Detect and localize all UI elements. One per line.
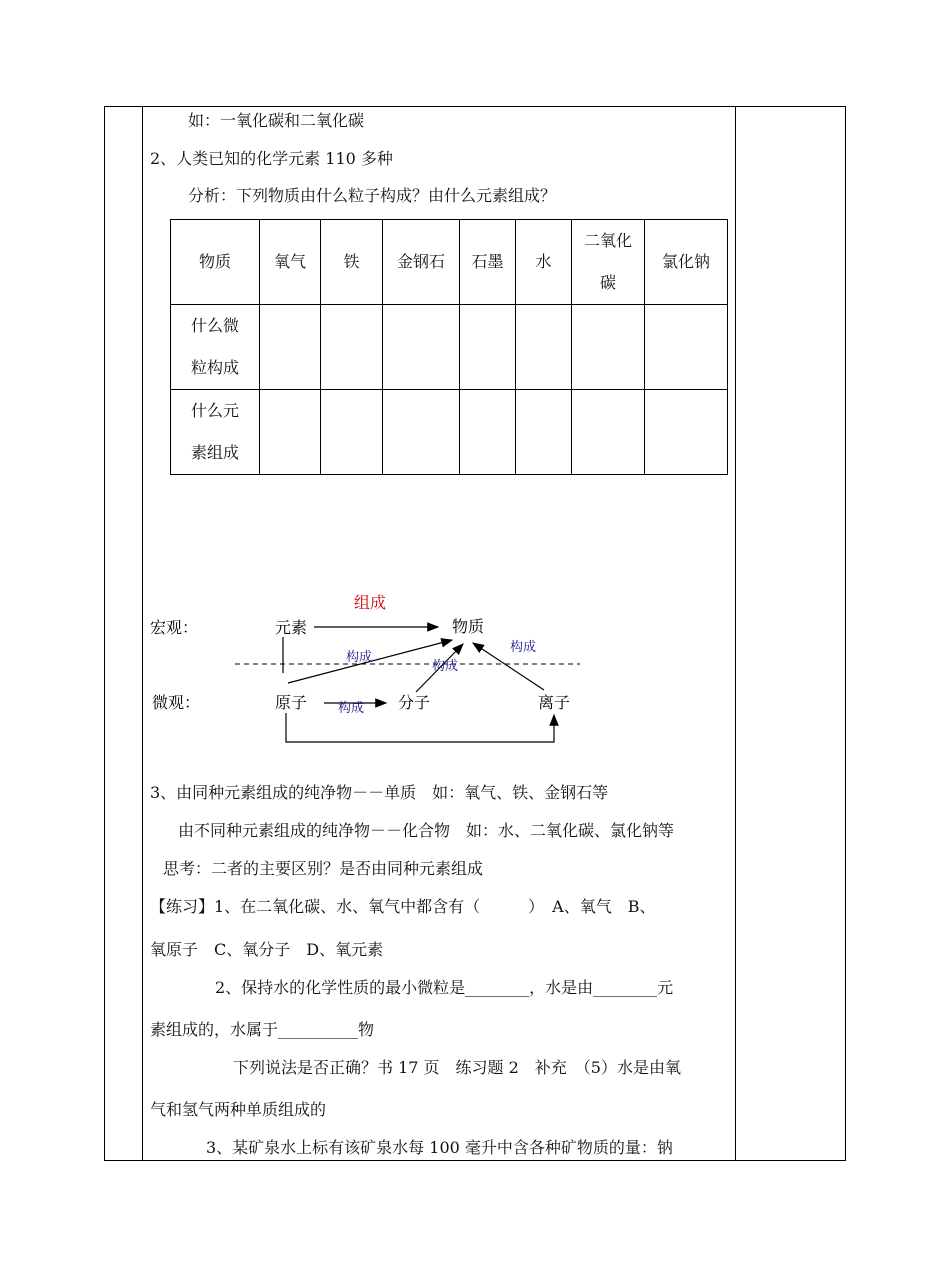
- table-header-cell: 水: [516, 220, 572, 305]
- table-header-row: [171, 220, 728, 305]
- table-row: [171, 305, 728, 390]
- empty-cell[interactable]: [516, 390, 572, 475]
- row-label-line1: 什么微: [190, 316, 239, 335]
- empty-cell[interactable]: [460, 305, 516, 390]
- table-header-cell: 氧气: [260, 220, 321, 305]
- empty-cell[interactable]: [460, 390, 516, 475]
- table-header-cell: 物质: [171, 220, 260, 305]
- exercise-2-line2: 素组成的，水属于__________物: [150, 1020, 375, 1039]
- empty-cell[interactable]: [572, 305, 645, 390]
- empty-cell[interactable]: [383, 305, 460, 390]
- empty-cell[interactable]: [321, 390, 383, 475]
- row-label-line1: 什么元: [190, 401, 239, 420]
- analysis-table: [170, 219, 728, 475]
- table-header-cell: 石墨: [460, 220, 516, 305]
- table-header-cell: [572, 220, 645, 305]
- node-element: 元素: [275, 618, 308, 637]
- label-compose-red: 组成: [354, 593, 387, 612]
- example-line: 如：一氧化碳和二氧化碳: [188, 111, 365, 130]
- table-row: [171, 390, 728, 475]
- row-label-cell: [171, 305, 260, 390]
- empty-cell[interactable]: [383, 390, 460, 475]
- header-co2-line2: 碳: [599, 273, 616, 292]
- point-2-elements-count: 2、人类已知的化学元素 110 多种: [150, 149, 393, 168]
- exercise-1-line1: 【练习】1、在二氧化碳、水、氧气中都含有（ ） A、氧气 B、: [150, 897, 656, 916]
- node-atom: 原子: [275, 693, 308, 712]
- empty-cell[interactable]: [321, 305, 383, 390]
- exercise-3-line1: 3、某矿泉水上标有该矿泉水每 100 毫升中含各种矿物质的量：钠: [206, 1138, 673, 1157]
- exercise-1-line2: 氧原子 C、氧分子 D、氧元素: [150, 940, 384, 959]
- label-macro: 宏观：: [150, 618, 199, 637]
- think-question: 思考：二者的主要区别？是否由同种元素组成: [163, 859, 484, 878]
- analysis-question: 分析：下列物质由什么粒子构成？由什么元素组成？: [188, 186, 557, 205]
- label-constitute: 构成: [432, 659, 459, 674]
- empty-cell[interactable]: [260, 390, 321, 475]
- table-header-cell: 铁: [321, 220, 383, 305]
- label-micro: 微观：: [152, 693, 201, 712]
- empty-cell[interactable]: [645, 390, 728, 475]
- header-co2-line1: 二氧化: [583, 231, 632, 250]
- macro-micro-diagram: [140, 580, 600, 750]
- judge-statement-line1: 下列说法是否正确？书 17 页 练习题 2 补充 （5）水是由氧: [233, 1058, 681, 1077]
- right-column-divider: [735, 107, 736, 1160]
- label-constitute: 构成: [510, 640, 537, 655]
- judge-statement-line2: 气和氢气两种单质组成的: [150, 1100, 327, 1119]
- exercise-2-line1: 2、保持水的化学性质的最小微粒是________，水是由________元: [215, 978, 674, 997]
- label-constitute: 构成: [338, 701, 365, 716]
- node-substance: 物质: [452, 617, 485, 636]
- empty-cell[interactable]: [645, 305, 728, 390]
- node-ion: 离子: [538, 693, 571, 712]
- empty-cell[interactable]: [260, 305, 321, 390]
- row-label-line2: 素组成: [190, 443, 239, 462]
- label-constitute: 构成: [346, 650, 373, 665]
- table-header-cell: 金钢石: [383, 220, 460, 305]
- arrow-atom-to-ion: [286, 713, 554, 742]
- compound-definition: 由不同种元素组成的纯净物－－化合物 如：水、二氧化碳、氯化钠等: [178, 821, 675, 840]
- table-header-cell: 氯化钠: [645, 220, 728, 305]
- node-molecule: 分子: [398, 693, 431, 712]
- row-label-line2: 粒构成: [190, 358, 239, 377]
- row-label-cell: [171, 390, 260, 475]
- empty-cell[interactable]: [572, 390, 645, 475]
- point-3-simple-substance: 3、由同种元素组成的纯净物－－单质 如：氧气、铁、金钢石等: [150, 783, 609, 802]
- empty-cell[interactable]: [516, 305, 572, 390]
